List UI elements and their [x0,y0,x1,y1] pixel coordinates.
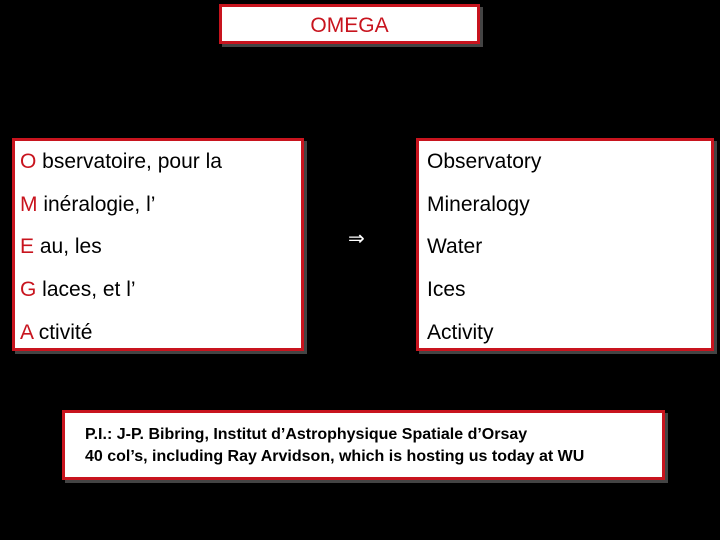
credits-box [62,410,665,480]
acronym-initial: E [20,235,35,258]
collaborators-credit: 40 col’s, including Ray Arvidson, which is hosting us today at WU [85,448,585,465]
french-row [20,150,222,174]
acronym-initial: O [20,150,37,173]
french-acronym-box [12,138,304,351]
french-word: laces, et l’ [36,278,136,301]
english-translation-box [416,138,714,351]
slide-title: OMEGA [310,14,389,37]
english-word: Activity [427,321,494,344]
french-row [20,278,136,302]
implies-arrow-icon: ⇒ [348,226,365,250]
acronym-initial: M [20,193,38,216]
french-word: inéralogie, l’ [37,193,156,216]
english-word: Observatory [427,150,542,173]
french-row [20,193,155,217]
title-box [219,4,480,44]
english-word: Water [427,235,483,258]
english-word: Ices [427,278,466,301]
acronym-initial: A [20,321,33,344]
english-word: Mineralogy [427,193,530,216]
french-row [20,321,92,345]
french-word: bservatoire, pour la [36,150,222,173]
pi-credit: P.I.: J-P. Bibring, Institut d’Astrophysique Spatiale d’Orsay [85,426,528,443]
french-word: ctivité [32,321,93,344]
french-word: au, les [34,235,102,258]
acronym-initial: G [20,278,37,301]
french-row [20,235,102,259]
